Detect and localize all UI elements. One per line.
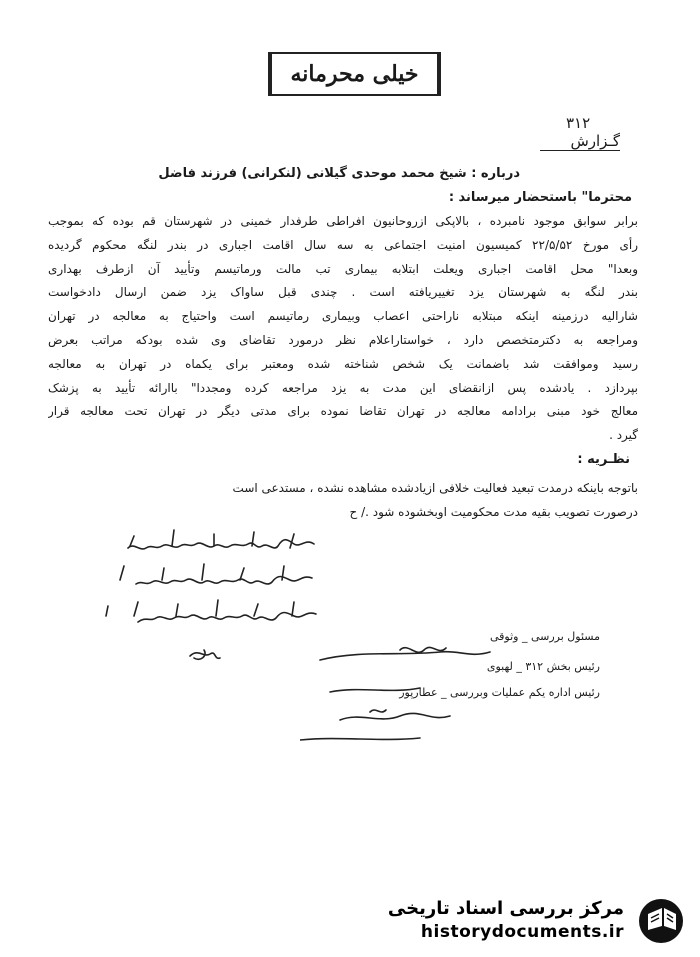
opinion-label	[577, 452, 630, 467]
opinion-line: درصورت تصویب بقیه مدت محکومیت اوبخشوده شود ./ ح	[349, 505, 638, 519]
opinion-label-text: نظـریه :	[577, 452, 630, 467]
watermark-title: مرکز بررسی اسناد تاریخی	[387, 898, 624, 919]
report-title-underline	[540, 150, 620, 151]
signature-block	[380, 630, 600, 700]
body-line: برابر سوابق موجود نامبرده ، بالاپکی ازروحانیون افراطی طرفدار خمینی در شهرستان قم بوده که بموجب	[48, 214, 638, 228]
body-line: بپردازد . یادشده پس ازانقضای این مدت به یزد مراجعه کرده ومجددا" باارائه تأیید به پزشک	[48, 380, 638, 395]
body-line: بندر لنگه به شهرستان یزد تغییریافته است . چندی قبل ساواک یزد ضمن ارسال دادخواست	[48, 285, 638, 300]
body-line: ومراجعه به دکترمتخصص دارد ، خواستاراعلام نظر درمورد تقاضای وی شده بودکه مراتب بعرض	[48, 332, 638, 347]
opinion-body	[48, 476, 638, 524]
salutation: محترما" باستحضار میرساند :	[448, 190, 632, 205]
report-title	[540, 132, 620, 150]
report-body	[48, 210, 638, 448]
document-number: ۳۱۲	[566, 114, 591, 132]
handwritten-note	[94, 528, 319, 688]
body-line: رأی مورخ ۲۲/۵/۵۲ کمیسیون امنیت اجتماعی به سه سال اقامت اجباری در بندر لنگه محکوم گردیده	[48, 237, 638, 252]
body-line: شارالیه درزمینه اینکه مبتلابه ناراحتی اعصاب وبیماری رماتیسم است واحتیاج به معالجه در تهران	[48, 309, 638, 324]
body-line: وبعدا" محل اقامت اجباری ویعلت ابتلابه بیماری تب مالت ورماتیسم وتأیید آن ازطرف بهداری	[48, 261, 638, 276]
dept-head-signature: رئیس اداره یکم عملیات وبررسی _ عطارپور	[399, 686, 600, 699]
body-line: معالج خود مبنی برادامه معالجه در تهران تقاضا نموده برای مدتی دیگر در تهران تحت معالجه قرار	[48, 404, 638, 419]
report-title-text: گـزارش	[570, 132, 620, 150]
body-line: گیرد .	[609, 428, 638, 443]
watermark-url: historydocuments.ir	[420, 922, 624, 942]
opinion-line: باتوجه باینکه درمدت تبعید فعالیت خلافی ازیادشده مشاهده نشده ، مستدعی است	[232, 481, 638, 495]
body-line: رسید وموافقت شد باضمانت یک شخص شناخته شده ومعتبر برای یکماه در تهران به معالجه	[48, 356, 638, 371]
officer-signature: مسئول بررسی _ وثوقی	[490, 630, 600, 643]
classification-stamp: خیلی محرمانه	[268, 52, 441, 96]
archive-logo-icon	[632, 896, 690, 946]
subject-line: درباره : شیخ محمد موحدی گیلانی (لنکرانی) فرزند فاضل	[158, 166, 520, 181]
section-chief-signature: رئیس بخش ۳۱۲ _ لهبوی	[486, 660, 600, 673]
